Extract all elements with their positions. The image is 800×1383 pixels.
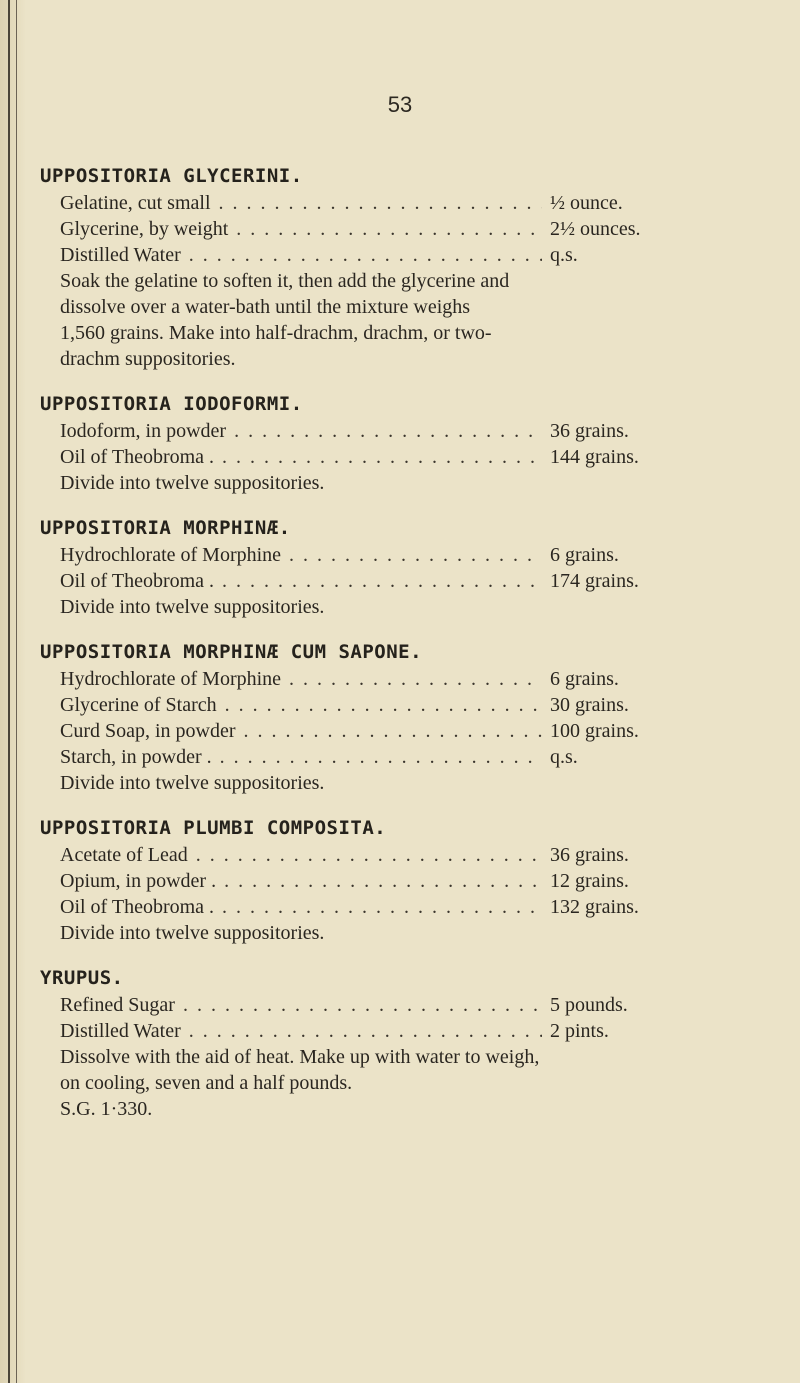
dot-leader: [222, 444, 542, 470]
binding-line: [16, 0, 17, 1383]
ingredient-quantity: 6 grains.: [550, 668, 619, 690]
recipe-title: YRUPUS.: [40, 967, 124, 989]
ingredient-quantity: 2½ ounces.: [550, 218, 641, 240]
recipe-instructions: Divide into twelve suppositories.: [60, 772, 325, 794]
recipe-title: UPPOSITORIA MORPHINÆ CUM SAPONE.: [40, 641, 423, 663]
ingredient-quantity: 12 grains.: [550, 870, 629, 892]
recipe-list: [40, 162, 740, 1140]
ingredient-row: [40, 444, 740, 470]
ingredient-row: [40, 1018, 740, 1044]
dot-leader: [222, 568, 542, 594]
dot-leader: [236, 216, 542, 242]
recipe-instructions: Divide into twelve suppositories.: [60, 922, 325, 944]
recipe-suppositoria-iodoformi: [40, 390, 740, 496]
ingredient-name: Oil of Theobroma .: [60, 446, 215, 468]
ingredient-quantity: q.s.: [550, 244, 578, 266]
dot-leader: [183, 992, 542, 1018]
ingredient-name: Hydrochlorate of Morphine: [60, 668, 282, 690]
recipe-title: UPPOSITORIA MORPHINÆ.: [40, 517, 291, 539]
recipe-suppositoria-plumbi-composita: [40, 814, 740, 946]
recipe-suppositoria-morphinae: [40, 514, 740, 620]
recipe-instructions: Soak the gelatine to soften it, then add the glycerine and dissolve over a water-bath until the mixture weighs 1,560 grains. Make into half-drachm, drachm, or two-drachm suppositories.: [60, 270, 510, 370]
ingredient-name: Curd Soap, in powder: [60, 720, 236, 742]
ingredient-row: [40, 692, 740, 718]
recipe-title: UPPOSITORIA PLUMBI COMPOSITA.: [40, 817, 387, 839]
recipe-suppositoria-morphinae-cum-sapone: [40, 638, 740, 796]
ingredient-name: Iodoform, in powder: [60, 420, 227, 442]
dot-leader: [220, 744, 542, 770]
recipe-suppositoria-glycerini: [40, 162, 740, 372]
ingredient-name: Gelatine, cut small: [60, 192, 211, 214]
dot-leader: [289, 666, 542, 692]
dot-leader: [222, 894, 542, 920]
ingredient-name: Glycerine, by weight: [60, 218, 229, 240]
ingredient-row: [40, 744, 740, 770]
ingredient-quantity: 144 grains.: [550, 446, 639, 468]
ingredient-quantity: 5 pounds.: [550, 994, 628, 1016]
dot-leader: [234, 418, 542, 444]
ingredient-row: [40, 992, 740, 1018]
binding-line: [8, 0, 10, 1383]
ingredient-quantity: 2 pints.: [550, 1020, 609, 1042]
ingredient-name: Distilled Water: [60, 244, 181, 266]
ingredient-quantity: 100 grains.: [550, 720, 639, 742]
ingredient-quantity: q.s.: [550, 746, 578, 768]
ingredient-row: [40, 894, 740, 920]
ingredient-quantity: ½ ounce.: [550, 192, 623, 214]
dot-leader: [189, 1018, 542, 1044]
dot-leader: [219, 190, 542, 216]
ingredient-row: [40, 868, 740, 894]
ingredient-row: [40, 542, 740, 568]
recipe-instructions: Dissolve with the aid of heat. Make up with water to weigh, on cooling, seven and a half pounds.: [60, 1046, 540, 1094]
dot-leader: [225, 692, 542, 718]
ingredient-row: [40, 718, 740, 744]
recipe-title: UPPOSITORIA IODOFORMI.: [40, 393, 303, 415]
ingredient-quantity: 132 grains.: [550, 896, 639, 918]
ingredient-name: Acetate of Lead: [60, 844, 188, 866]
page-number: 53: [387, 92, 413, 117]
ingredient-row: [40, 190, 740, 216]
specific-gravity: S.G. 1·330.: [60, 1098, 153, 1120]
dot-leader: [224, 868, 542, 894]
recipe-title: UPPOSITORIA GLYCERINI.: [40, 165, 303, 187]
ingredient-row: [40, 242, 740, 268]
dot-leader: [196, 842, 542, 868]
recipe-instructions: Divide into twelve suppositories.: [60, 596, 325, 618]
ingredient-row: [40, 418, 740, 444]
dot-leader: [244, 718, 542, 744]
ingredient-quantity: 174 grains.: [550, 570, 639, 592]
page-binding-edge: [0, 0, 26, 1383]
ingredient-quantity: 36 grains.: [550, 420, 629, 442]
ingredient-quantity: 30 grains.: [550, 694, 629, 716]
dot-leader: [189, 242, 542, 268]
ingredient-name: Distilled Water: [60, 1020, 181, 1042]
ingredient-name: Oil of Theobroma .: [60, 570, 215, 592]
ingredient-row: [40, 568, 740, 594]
ingredient-name: Starch, in powder .: [60, 746, 212, 768]
ingredient-name: Hydrochlorate of Morphine: [60, 544, 282, 566]
ingredient-row: [40, 216, 740, 242]
ingredient-name: Opium, in powder .: [60, 870, 217, 892]
ingredient-name: Refined Sugar: [60, 994, 175, 1016]
ingredient-name: Glycerine of Starch: [60, 694, 217, 716]
ingredient-quantity: 36 grains.: [550, 844, 629, 866]
recipe-instructions: Divide into twelve suppositories.: [60, 472, 325, 494]
recipe-syrupus: [40, 964, 740, 1122]
ingredient-name: Oil of Theobroma .: [60, 896, 215, 918]
dot-leader: [289, 542, 542, 568]
ingredient-row: [40, 842, 740, 868]
ingredient-quantity: 6 grains.: [550, 544, 619, 566]
ingredient-row: [40, 666, 740, 692]
